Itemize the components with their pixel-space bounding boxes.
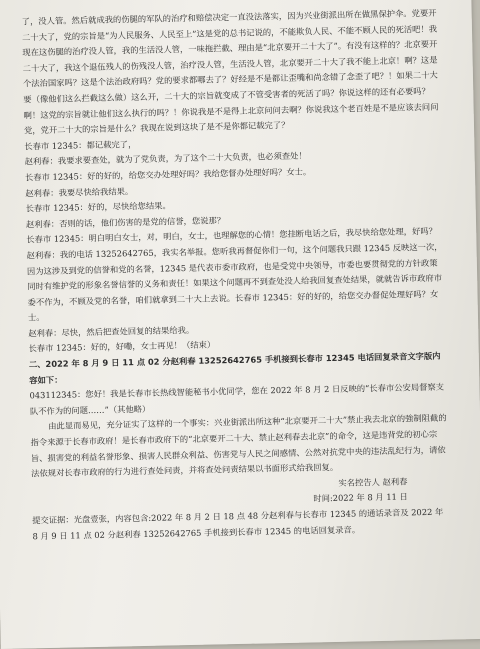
- dialogue-line-9: 赵利春：尽快，然后把查处回复的结果给我。: [28, 324, 195, 339]
- reply-recording-text: 043112345：您好！我是长春市长热线智能秘书小优同学，您在 2022 年 8 月 2 日反映的“长春市公安局督察支队不作为的问题……”（其他略）: [29, 381, 445, 417]
- document-body: [22, 6, 451, 545]
- dialogue-line-4: 赵利春：我要尽快给我结果。: [25, 185, 134, 198]
- dialogue-line-1: 长春市 12345：都记载完了，: [24, 138, 137, 152]
- dialogue-line-2: 赵利春：我要求要查处，就为了党负责，为了这个二十大负责，也必须查处！: [24, 150, 307, 167]
- dialogue-line-8: 赵利春：我的电话 13252642765，我实名举报。您听我再督促你们一句，这个问题我只跟 12345 反映这一次，因为这涉及到党的信誉和党的名誉，12345 是代表市委市政府，也是受党中央领导，市委也要贯彻党的方针政策同时有维护党的形象名誉信誉的义务和责任！如果这个问题再不到查处没人给我回复查处结果，就就告诉市政府市委不作为，不顾及党的名誉，咱们就拿到二十大上去说。长春市 12345：好的好的，给您交办督促处理好吗？女士。: [26, 241, 443, 323]
- dialogue-line-7: 长春市 12345：明白明白女士，对，明白，女士，也理解您的心情！您挂断电话之后，我尽快给您处理，好吗？: [26, 226, 438, 245]
- dialogue-line-10: 长春市 12345：好的，好嘞，女士再见！（结束）: [28, 339, 216, 354]
- dialogue-line-6: 赵利春：否则的话，他们伤害的是党的信誉，您说那？: [25, 214, 226, 230]
- date-line: 时间:2022 年 8 月 11 日: [313, 491, 408, 504]
- conclusion-paragraph: 由此显而易见，充分证实了这样的一个事实：兴业街派出所这种“北京要开二十大”禁止我去北京的強制阻截的指令来源于长春市政府！是长春市政府下的“北京要开二十大、禁止赵利春去北京”的命令，这是违背党的初心宗旨、损害党的利益名誉形象、损害人民群众利益、伤害党与人民之间感情、公然对抗党中央的违法乱纪行为，请依法依规对长春市政府的行为进行查处问责，并将查处问责结果以书面形式给我回复。: [30, 413, 447, 479]
- signature-line: 实名控告人 赵利春: [338, 476, 408, 488]
- section-2-heading: 二、2022 年 8 月 9 日 11 点 02 分赵利春 13252642765 手机接到长春市 12345 电话回复录音文字版内容如下：: [28, 350, 441, 385]
- dialogue-line-5: 长春市 12345：好的，尽快给您结果。: [25, 200, 171, 214]
- dialogue-line-3: 长春市 12345：好的好的，给您交办处理好吗？我给您督办处理好吗？女士。: [24, 166, 312, 183]
- complaint-paragraph-1: 了，没人管。然后就成我的伤腿的军队的治疗和赔偿决定一直没法落实，因为兴业街派出所在做黑保护伞。党要开二十大了，党的宗旨是“为人民服务、人民至上”这是党的总书记说的，不能欺负人民、不能不顾人民的死活吧！我现在这伤腿的治疗没人管，我的生活没人管，一味拖拦截、理由是“北京要开二十大了”。有没有这样的？北京要开二十大了，我这个退伍残人的伤残没人管，治疗没人管，生活没人管，北京要开二十大了我不能上北京！啊？这是个法治国家吗？这是个法治政府吗？党的要求都哪去了？好经是不是都让歪嘴和尚念错了念歪了吧？！如果二十大要（像他们这么拦截这么做）这么开，二十大的宗旨就变成了不管受害者的死活了吗？你说这样的还有必要吗？啊！这党的宗旨就让他们这么执行的吗？！你说我是不是得上北京问问去啊？你说我这个老百姓是不是应该去问问党，党开二十大的宗旨是什么？我现在说到这块了是不是你都记载完了？: [21, 7, 439, 136]
- evidence-paragraph: 提交证据：光盘壹张，内容包含:2022 年 8 月 2 日 18 点 48 分赵利春与长春市 12345 的通话录音及 2022 年 8 月 9 日 11 点 02 分赵利春 13252642765 手机接到长春市 12345 的电话回复录音。: [32, 506, 444, 541]
